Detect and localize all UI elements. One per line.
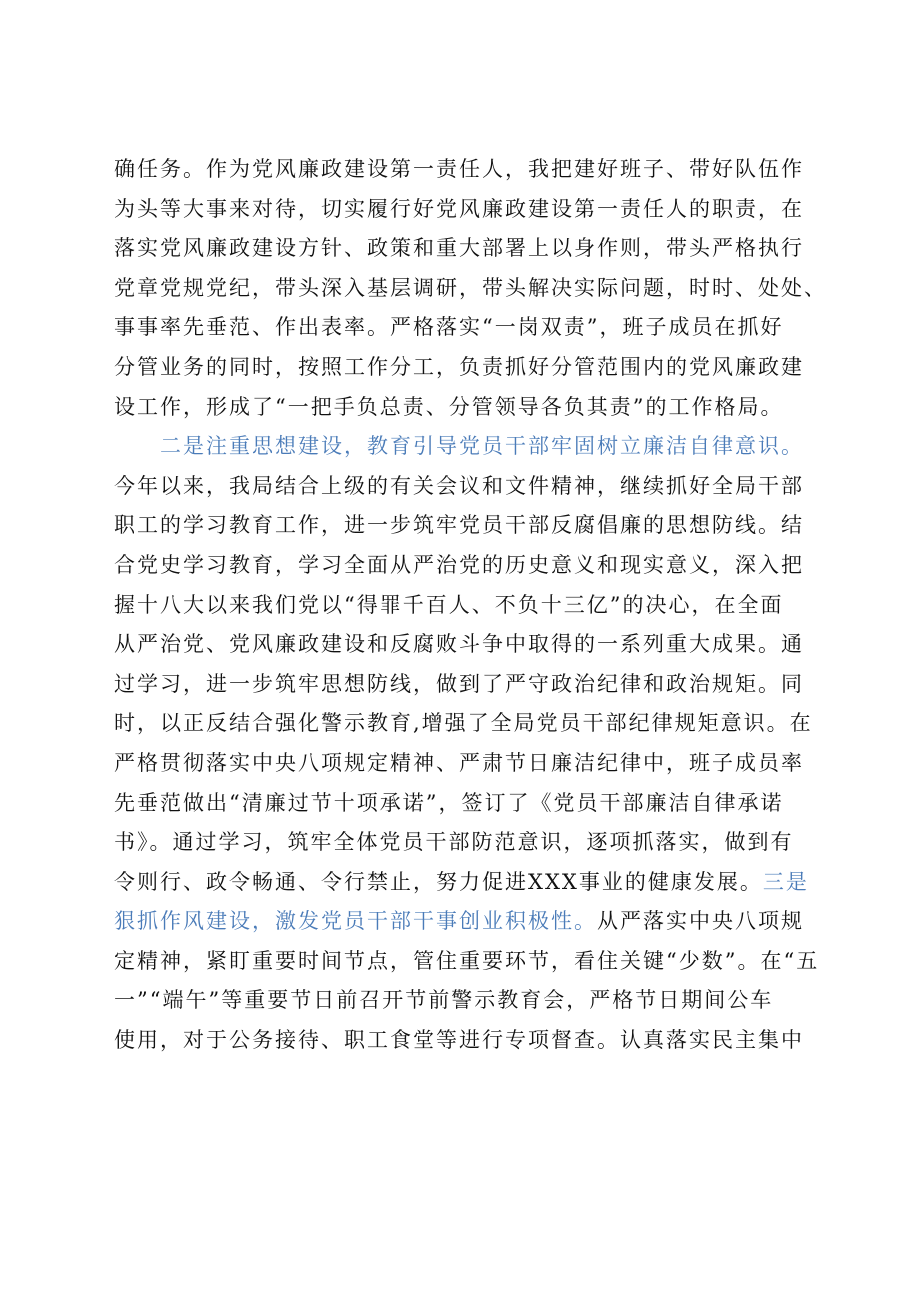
paragraph-2-line: 先垂范做出“清廉过节十项承诺”，签订了《党员干部廉洁自律承诺 xyxy=(114,790,784,815)
paragraph-2-last-line xyxy=(114,863,814,903)
paragraph-2-line: 书》。通过学习，筑牢全体党员干部防范意识，逐项抓落实，做到有 xyxy=(114,830,794,855)
paragraph-2-line: 今年以来，我局结合上级的有关会议和文件精神，继续抓好全局干部 xyxy=(114,473,804,498)
paragraph-2-line: 过学习，进一步筑牢思想防线，做到了严守政治纪律和政治规矩。同 xyxy=(114,671,804,696)
paragraph-1-line: 事事率先垂范、作出表率。严格落实“一岗双责”，班子成员在抓好 xyxy=(114,315,784,340)
paragraph-3-heading-start: 三是 xyxy=(762,869,809,894)
paragraph-2-line: 职工的学习教育工作，进一步筑牢党员干部反腐倡廉的思想防线。结 xyxy=(114,513,804,538)
paragraph-1-line: 落实党风廉政建设方针、政策和重大部署上以身作则，带头严格执行 xyxy=(114,236,804,261)
paragraph-3-line: 定精神，紧盯重要时间节点，管住重要环节，看住关键“少数”。在“五 xyxy=(114,948,820,973)
paragraph-1-line: 分管业务的同时，按照工作分工，负责抓好分管范围内的党风廉政建 xyxy=(114,354,804,379)
paragraph-1-line: 设工作，形成了“一把手负总责、分管领导各负其责”的工作格局。 xyxy=(114,394,784,419)
paragraph-2-last-text: 令则行、政令畅通、令行禁止，努力促进XXX事业的健康发展。 xyxy=(114,869,763,894)
paragraph-3-first-text: 从严落实中央八项规 xyxy=(597,909,804,934)
paragraph-3-line: 一”“端午”等重要节日前召开节前警示教育会，严格节日期间公车 xyxy=(114,988,774,1013)
paragraph-2-line: 从严治党、党风廉政建设和反腐败斗争中取得的一系列重大成果。通 xyxy=(114,632,804,657)
paragraph-3-heading: 狠抓作风建设，激发党员干部干事创业积极性。 xyxy=(114,909,597,934)
paragraph-2-heading-line xyxy=(114,427,814,467)
document-body xyxy=(114,150,827,1061)
paragraph-1-line: 为头等大事来对待，切实履行好党风廉政建设第一责任人的职责，在 xyxy=(114,196,804,221)
paragraph-2-line: 时，以正反结合强化警示教育,增强了全局党员干部纪律规矩意识。在 xyxy=(114,711,813,736)
paragraph-2-heading: 二是注重思想建设，教育引导党员干部牢固树立廉洁自律意识。 xyxy=(160,434,804,459)
paragraph-2-line: 握十八大以来我们党以“得罪千百人、不负十三亿”的决心，在全面 xyxy=(114,592,784,617)
paragraph-3-heading-line xyxy=(114,902,814,942)
paragraph-2-line: 合党史学习教育，学习全面从严治党的历史意义和现实意义，深入把 xyxy=(114,552,804,577)
paragraph-2-line: 严格贯彻落实中央八项规定精神、严肃节日廉洁纪律中，班子成员率 xyxy=(114,750,804,775)
paragraph-1-line: 确任务。作为党风廉政建设第一责任人，我把建好班子、带好队伍作 xyxy=(114,157,804,181)
paragraph-1-line: 党章党规党纪，带头深入基层调研，带头解决实际问题，时时、处处、 xyxy=(114,275,827,300)
paragraph-3-line: 使用，对于公务接待、职工食堂等进行专项督查。认真落实民主集中 xyxy=(114,1028,804,1053)
